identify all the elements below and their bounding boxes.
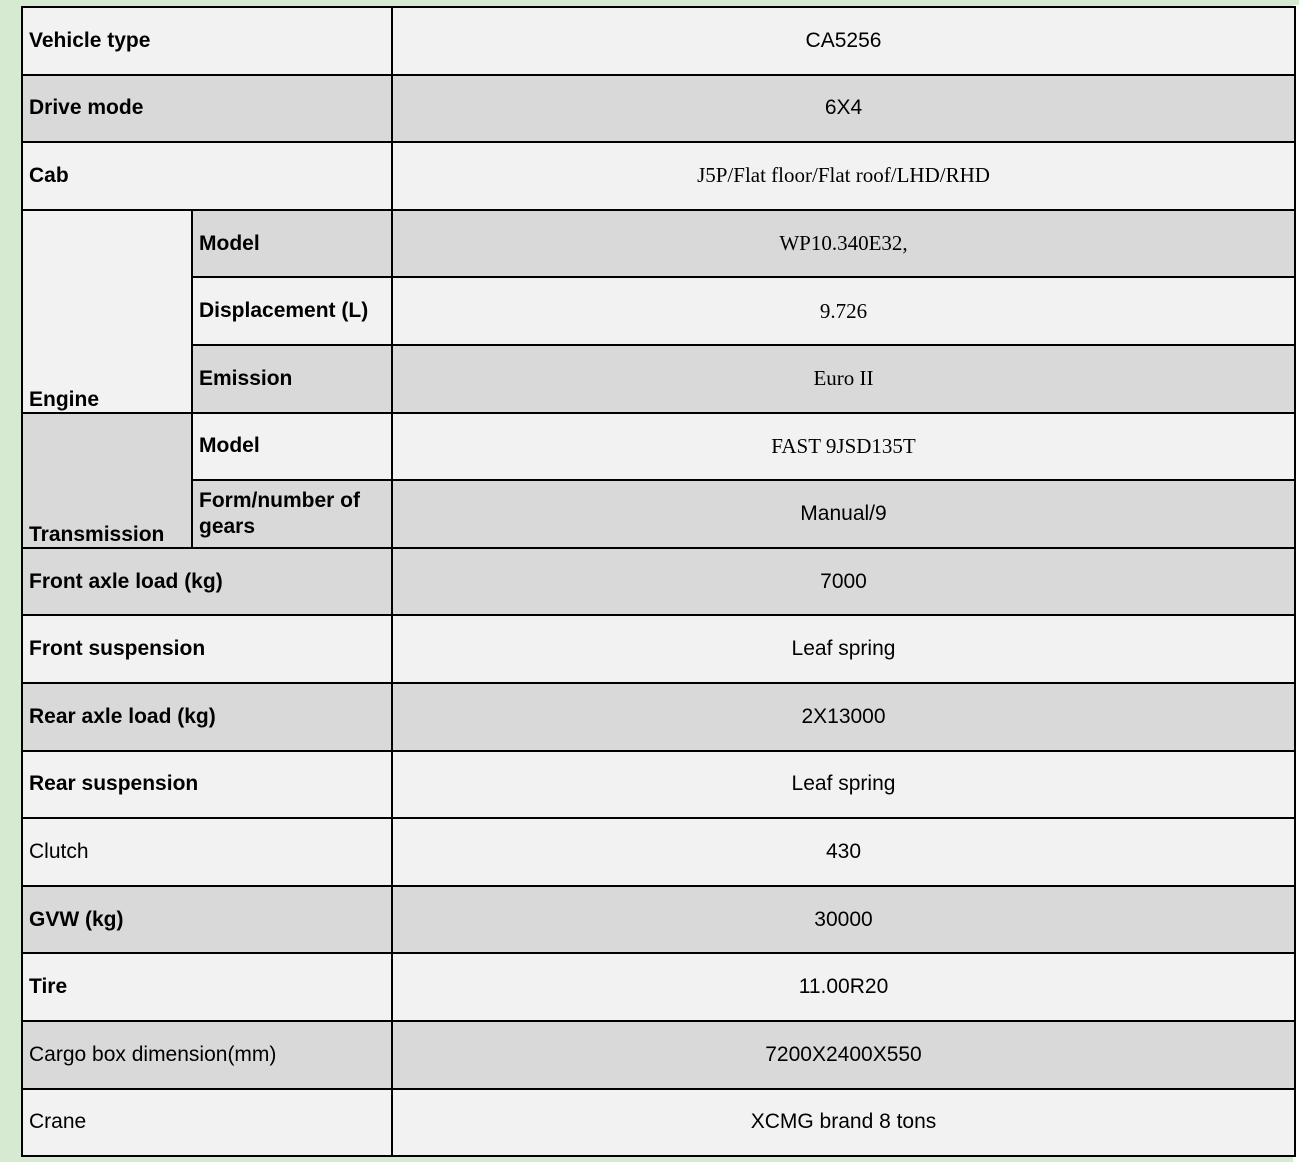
- table-row: [22, 548, 1295, 616]
- row-label[interactable]: Cab: [22, 142, 392, 210]
- table-row: [22, 818, 1295, 886]
- table-row: [22, 615, 1295, 683]
- table-row: [22, 1089, 1295, 1157]
- row-value[interactable]: 9.726: [392, 277, 1295, 345]
- row-label[interactable]: GVW (kg): [22, 886, 392, 954]
- row-label[interactable]: Rear suspension: [22, 751, 392, 819]
- row-label[interactable]: Cargo box dimension(mm): [22, 1021, 392, 1089]
- group-label-engine[interactable]: Engine: [22, 210, 192, 413]
- table-row: [22, 277, 1295, 345]
- row-value[interactable]: 30000: [392, 886, 1295, 954]
- table-row: [22, 210, 1295, 278]
- row-value[interactable]: Manual/9: [392, 480, 1295, 548]
- row-label[interactable]: Model: [192, 413, 392, 481]
- table-row: [22, 886, 1295, 954]
- row-label[interactable]: Emission: [192, 345, 392, 413]
- row-label[interactable]: Drive mode: [22, 75, 392, 143]
- row-value[interactable]: 7000: [392, 548, 1295, 616]
- row-value[interactable]: 6X4: [392, 75, 1295, 143]
- table-row: [22, 1021, 1295, 1089]
- group-label-transmission[interactable]: Transmission: [22, 413, 192, 548]
- table-row: [22, 75, 1295, 143]
- row-value[interactable]: 11.00R20: [392, 953, 1295, 1021]
- row-value[interactable]: WP10.340E32,: [392, 210, 1295, 278]
- row-value[interactable]: J5P/Flat floor/Flat roof/LHD/RHD: [392, 142, 1295, 210]
- row-label[interactable]: Front suspension: [22, 615, 392, 683]
- row-value[interactable]: Leaf spring: [392, 751, 1295, 819]
- row-value[interactable]: Leaf spring: [392, 615, 1295, 683]
- row-value[interactable]: FAST 9JSD135T: [392, 413, 1295, 481]
- table-row: [22, 7, 1295, 75]
- table-row: [22, 345, 1295, 413]
- table-row: [22, 751, 1295, 819]
- row-label[interactable]: Crane: [22, 1089, 392, 1157]
- table-row: [22, 142, 1295, 210]
- row-label[interactable]: Form/number of gears: [192, 480, 392, 548]
- row-value[interactable]: 430: [392, 818, 1295, 886]
- row-value[interactable]: 7200X2400X550: [392, 1021, 1295, 1089]
- row-label[interactable]: Vehicle type: [22, 7, 392, 75]
- row-value[interactable]: XCMG brand 8 tons: [392, 1089, 1295, 1157]
- row-label[interactable]: Model: [192, 210, 392, 278]
- row-label[interactable]: Front axle load (kg): [22, 548, 392, 616]
- table-row: [22, 413, 1295, 481]
- row-label[interactable]: Clutch: [22, 818, 392, 886]
- row-label[interactable]: Displacement (L): [192, 277, 392, 345]
- row-label[interactable]: Tire: [22, 953, 392, 1021]
- table-row: [22, 953, 1295, 1021]
- row-label[interactable]: Rear axle load (kg): [22, 683, 392, 751]
- table-row: [22, 480, 1295, 548]
- row-value[interactable]: 2X13000: [392, 683, 1295, 751]
- spec-table: [21, 6, 1296, 1157]
- row-value[interactable]: CA5256: [392, 7, 1295, 75]
- table-row: [22, 683, 1295, 751]
- row-value[interactable]: Euro II: [392, 345, 1295, 413]
